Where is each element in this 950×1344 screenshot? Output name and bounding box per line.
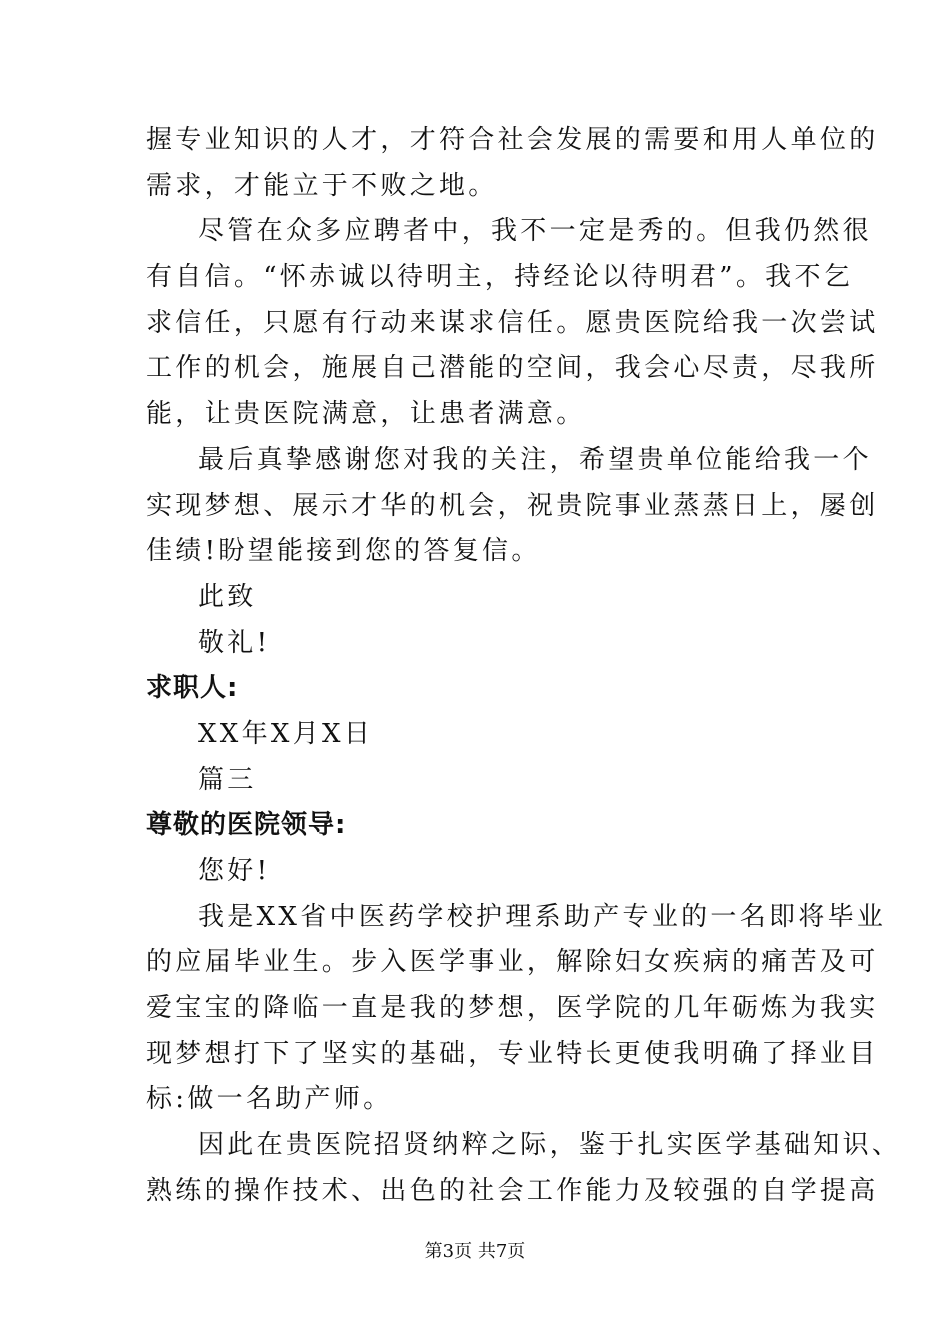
paragraph-line: 因此在贵医院招贤纳粹之际，鉴于扎实医学基础知识、 (198, 1130, 902, 1161)
recipient-heading: 尊敬的医院领导: (146, 810, 347, 841)
paragraph-line: 能，让贵医院满意，让患者满意。 (146, 399, 586, 430)
paragraph-line: 标:做一名助产师。 (146, 1084, 393, 1115)
paragraph-line: 最后真挚感谢您对我的关注，希望贵单位能给我一个 (198, 444, 872, 475)
section-heading: 篇三 (198, 764, 257, 795)
paragraph-line: 工作的机会，施展自己潜能的空间，我会心尽责，尽我所 (146, 353, 879, 384)
paragraph-line: 我是XX省中医药学校护理系助产专业的一名即将毕业 (198, 901, 887, 932)
paragraph-line: 求信任，只愿有行动来谋求信任。愿贵医院给我一次尝试 (146, 307, 879, 338)
closing-line: 此致 (198, 581, 257, 612)
paragraph-line: 需求，才能立于不败之地。 (146, 170, 498, 201)
page-number-label: 第3页 共7页 (424, 1241, 526, 1262)
paragraph-line: 现梦想打下了坚实的基础，专业特长更使我明确了择业目 (146, 1038, 879, 1069)
applicant-heading: 求职人: (146, 673, 239, 704)
greeting-line: 您好! (198, 856, 271, 886)
paragraph-line: 熟练的操作技术、出色的社会工作能力及较强的自学提高 (146, 1175, 879, 1206)
paragraph-line: 的应届毕业生。步入医学事业，解除妇女疾病的痛苦及可 (146, 947, 879, 978)
paragraph-line: 佳绩!盼望能接到您的答复信。 (146, 536, 541, 567)
paragraph-line: 实现梦想、展示才华的机会，祝贵院事业蒸蒸日上，屡创 (146, 490, 879, 521)
letter-body (146, 118, 902, 1215)
salutation-line: 敬礼! (198, 627, 271, 658)
paragraph-line: 有自信。“怀赤诚以待明主，持经论以待明君”。我不乞 (146, 262, 854, 293)
paragraph-line: 爱宝宝的降临一直是我的梦想，医学院的几年砺炼为我实 (146, 993, 879, 1024)
paragraph-line: 握专业知识的人才，才符合社会发展的需要和用人单位的 (146, 125, 879, 155)
date-line: XX年X月X日 (198, 718, 374, 749)
page-footer (0, 1240, 950, 1264)
paragraph-line: 尽管在众多应聘者中，我不一定是秀的。但我仍然很 (198, 216, 872, 247)
